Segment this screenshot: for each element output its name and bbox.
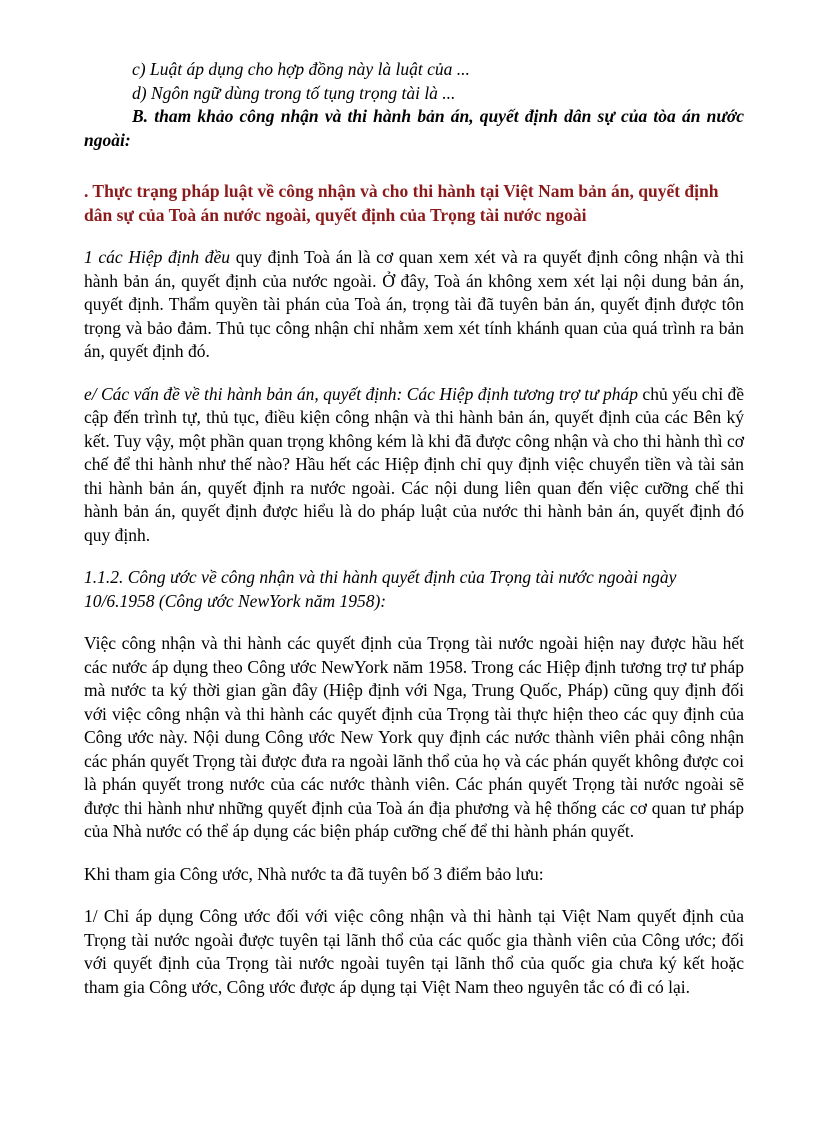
paragraph-3: Việc công nhận và thi hành các quyết định của Trọng tài nước ngoài hiện nay được hầu hết các nước áp dụng theo Công ước NewYork năm 1958. Trong các Hiệp định tương trợ tư pháp mà nước ta ký thời gian gần đây (Hiệp định với Nga, Trung Quốc, Pháp) cũng quy định đối với việc công nhận và thi hành các quyết định của Trọng tài thực hiện theo các quy định của Công ước này. Nội dung Công ước New York quy định các nước thành viên phải công nhận các phán quyết Trọng tài được đưa ra ngoài lãnh thổ của họ và các phán quyết không được coi là phán quyết trong nước của các nước thành viên. Các phán quyết Trọng tài nước ngoài sẽ được thi hành như những quyết định của Toà án địa phương và hệ thống các cơ quan tư pháp của Nhà nước có thể áp dụng các biện pháp cưỡng chế để thi hành phán quyết.: [84, 633, 744, 841]
paragraph-1-text: quy định Toà án là cơ quan xem xét và ra quyết định công nhận và thi hành bản án, quyết định của nước ngoài. Ở đây, Toà án không xem xét lại nội dung bản án, quyết định. Thẩm quyền tài phán của Toà án, trọng tài đã tuyên bản án, quyết định được tôn trọng và bảo đảm. Thủ tục công nhận chỉ nhằm xem xét tính khánh quan của quá trình ra bản án, quyết định đó.: [84, 247, 744, 361]
paragraph-4: Khi tham gia Công ước, Nhà nước ta đã tuyên bố 3 điểm bảo lưu:: [84, 863, 544, 884]
paragraph-5: 1/ Chỉ áp dụng Công ước đối với việc công nhận và thi hành tại Việt Nam quyết định của Trọng tài nước ngoài được tuyên tại lãnh thổ của các quốc gia thành viên của Công ước; đối với quyết định của Trọng tài nước ngoài tuyên tại lãnh thổ của quốc gia chưa ký kết hoặc tham gia Công ước, Công ước được áp dụng tại Việt Nam theo nguyên tắc có đi có lại.: [84, 906, 744, 997]
list-item-c: c) Luật áp dụng cho hợp đồng này là luật của ...: [132, 59, 470, 79]
paragraph-2-text: chủ yếu chỉ đề cập đến trình tự, thủ tục, điều kiện công nhận và thi hành bản án, quyết định của các Bên ký kết. Tuy vậy, một phần quan trọng không kém là khi đã được công nhận và cho thi hành thì cơ chế để thi hành như thế nào? Hầu hết các Hiệp định chỉ quy định việc chuyển tiền và tài sản thi hành bản án, quyết định ra nước ngoài. Các nội dung liên quan đến việc cưỡng chế thi hành bản án, quyết định được hiểu là do pháp luật của nước thi hành bản án, quyết định đó quy định.: [84, 383, 745, 545]
paragraph-1: [84, 246, 744, 364]
section-title: [84, 180, 744, 227]
paragraph-2-lead: e/ Các vấn đề về thi hành bản án, quyết định: Các Hiệp định tương trợ tư pháp: [84, 383, 639, 404]
paragraph-2: [84, 383, 744, 548]
section-title-text: Thực trạng pháp luật về công nhận và cho thi hành tại Việt Nam bản án, quyết định dân sự của Toà án nước ngoài, quyết định của Trọng tài nước ngoài: [84, 181, 719, 225]
subheading-convention: 1.1.2. Công ước về công nhận và thi hành quyết định của Trọng tài nước ngoài ngày 10/6.1958 (Công ước NewYork năm 1958):: [84, 567, 677, 611]
document-page: [84, 58, 744, 999]
paragraph-1-lead: 1 các Hiệp định đều: [84, 247, 231, 267]
list-item-d: d) Ngôn ngữ dùng trong tố tụng trọng tài là ...: [132, 82, 456, 103]
section-title-dot: .: [84, 181, 89, 201]
section-b-heading: B. tham khảo công nhận và thi hành bản án, quyết định dân sự của tòa án nước ngoài:: [84, 106, 744, 150]
